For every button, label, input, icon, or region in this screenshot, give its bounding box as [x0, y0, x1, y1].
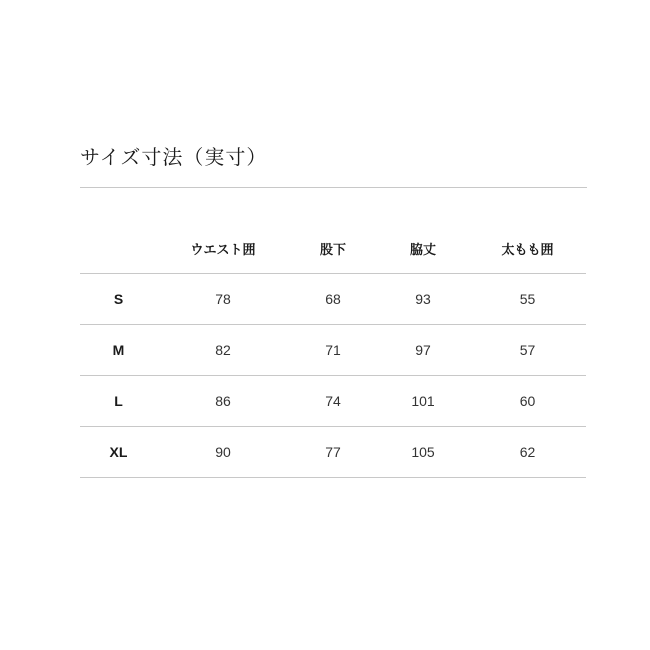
waist-value: 86	[157, 376, 289, 427]
thigh-value: 62	[469, 427, 586, 478]
inseam-value: 74	[289, 376, 377, 427]
thigh-value: 55	[469, 274, 586, 325]
table-row	[80, 325, 586, 376]
page-title: サイズ寸法（実寸）	[80, 145, 268, 169]
side-length-value: 105	[377, 427, 469, 478]
size-label: S	[80, 274, 157, 325]
table-row	[80, 274, 586, 325]
table-row	[80, 427, 586, 478]
inseam-value: 77	[289, 427, 377, 478]
title-divider	[80, 187, 587, 188]
waist-value: 82	[157, 325, 289, 376]
thigh-value: 60	[469, 376, 586, 427]
size-label: L	[80, 376, 157, 427]
side-length-value: 97	[377, 325, 469, 376]
waist-value: 78	[157, 274, 289, 325]
size-label: XL	[80, 427, 157, 478]
thigh-value: 57	[469, 325, 586, 376]
header-thigh: 太もも囲	[469, 223, 586, 274]
side-length-value: 93	[377, 274, 469, 325]
header-waist: ウエスト囲	[157, 223, 289, 274]
waist-value: 90	[157, 427, 289, 478]
table-header-row	[80, 223, 586, 274]
header-inseam: 股下	[289, 223, 377, 274]
inseam-value: 68	[289, 274, 377, 325]
size-chart-table	[80, 223, 586, 478]
side-length-value: 101	[377, 376, 469, 427]
size-label: M	[80, 325, 157, 376]
table-row	[80, 376, 586, 427]
header-side-length: 脇丈	[377, 223, 469, 274]
header-size	[80, 223, 157, 274]
inseam-value: 71	[289, 325, 377, 376]
